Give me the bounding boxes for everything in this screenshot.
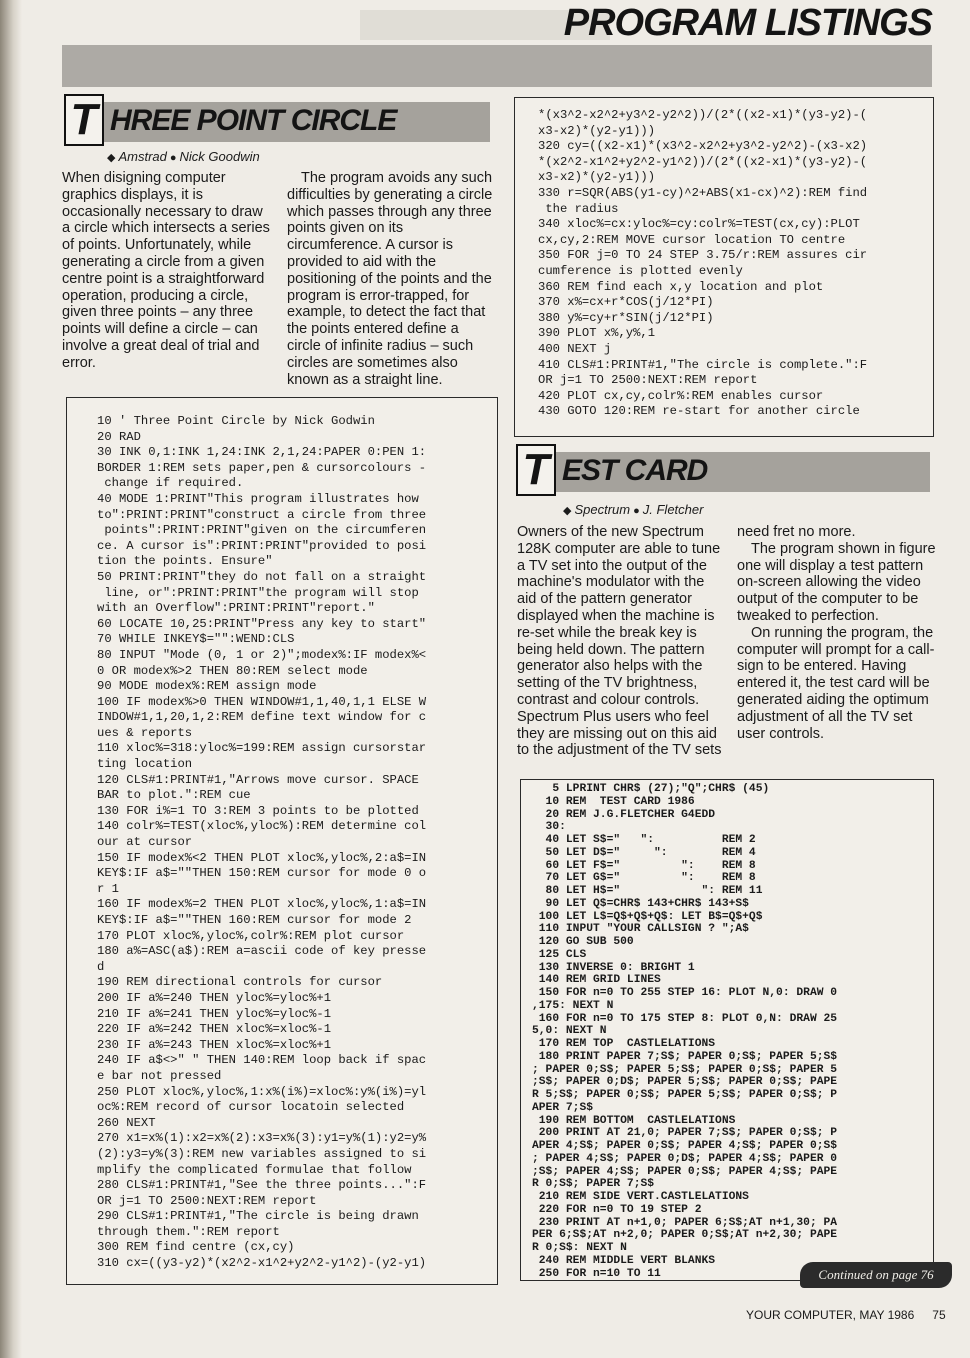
code-line: 180 a%=ASC(a$):REM a=ascii code of key presse [97, 944, 427, 959]
code-line: *(x3^2-x2^2+y3^2-y2^2))/(2*((x2-x1)*(y3-y2)-( [538, 108, 868, 122]
code-line: 200 IF a%=240 THEN yloc%=yloc%+1 [97, 990, 332, 1005]
code-line: tion the points. Ensure" [97, 554, 273, 569]
code-line: ce. A cursor is":PRINT:PRINT"provided to posi [97, 538, 427, 553]
code-line: BORDER 1:REM sets paper,pen & cursorcolours - [97, 460, 427, 475]
code-line: INDOW#1,1,20,1,2:REM define text window for c [97, 710, 427, 725]
code-line: 80 INPUT "Mode (0, 1 or 2)";modex%:IF modex%< [97, 647, 427, 662]
code-line: 120 GO SUB 500 [532, 936, 634, 948]
three-point-circle-initial: T [64, 94, 104, 146]
code-line: KEY$:IF a$=""THEN 160:REM cursor for mode 2 [97, 913, 412, 927]
code-line: 220 FOR n=0 TO 19 STEP 2 [532, 1203, 702, 1216]
code-line: x3-x2)*(y2-y1))) [538, 123, 656, 138]
code-line: 0 OR modex%>2 THEN 80:REM select mode [97, 663, 368, 678]
code-line: 310 cx=((y3-y2)*(x2^2-x1^2+y2^2-y1^2)-(y2-y1) [97, 1256, 427, 1271]
code-line: to":PRINT:PRINT"construct a circle from three [97, 507, 427, 522]
paragraph: The program avoids any such difficulties by generating a circle which passes through any three points given on its circumference. A cursor is provided to aid with the positioning of the points and the program is error-trapped, for example, to detect the fact that the points entered define a circle of infinite radius – such circles are sometimes also known as a straight line. [287, 170, 493, 388]
code-line: 210 REM SIDE VERT.CASTLELATIONS [532, 1191, 749, 1203]
code-line: 110 xloc%=318:yloc%=199:REM assign cursorstar [97, 741, 427, 756]
code-line: 420 PLOT cx,cy,colr%:REM enables cursor [538, 388, 824, 403]
code-line: APER 4;S$; PAPER 0;S$; PAPER 4;S$; PAPER 0;S$ [532, 1140, 838, 1152]
code-line: ; PAPER 4;S$; PAPER 0;D$; PAPER 4;S$; PAPER 0 [532, 1152, 838, 1165]
code-line: 10 REM TEST CARD 1986 [532, 795, 695, 808]
paragraph: On running the program, the computer will prompt for a call-sign to be entered. Having entered it, the test card will be generated aiding the optimum adjustment of all the TV set user controls. [737, 624, 935, 742]
test-card-col2 [737, 524, 937, 742]
code-line: 300 REM find centre (cx,cy) [97, 1240, 295, 1255]
footer-page-number: 75 [932, 1308, 946, 1322]
code-line: R 5;S$; PAPER 0;S$; PAPER 5;S$; PAPER 0;S$; P [532, 1089, 838, 1101]
code-line: points":PRINT:PRINT"given on the circumferen [97, 523, 427, 538]
page-spine [0, 0, 22, 1358]
byline-machine: Amstrad [118, 149, 167, 164]
test-card-initial: T [516, 444, 556, 496]
code-line: (2):y3=y%(3):REM new variables assigned to si [97, 1146, 427, 1161]
code-line: PER 6;S$;AT n+2,0; PAPER 0;S$;AT n+2,30; PAPE [532, 1229, 838, 1242]
code-line: 30: [532, 821, 566, 834]
test-card-byline [560, 502, 703, 517]
code-line: 290 CLS#1:PRINT#1,"The circle is being drawn [97, 1209, 419, 1224]
code-line: 20 REM J.G.FLETCHER G4EDD [532, 808, 716, 821]
code-line: 370 x%=cx+r*COS(j/12*PI) [538, 295, 714, 310]
test-card-listing [532, 783, 837, 1280]
code-line: 150 IF modex%<2 THEN PLOT xloc%,yloc%,2:a$=IN [97, 850, 427, 865]
code-line: cumference is plotted evenly [538, 263, 743, 278]
code-line: 190 REM BOTTOM CASTLELATIONS [532, 1114, 736, 1127]
header-bar [62, 45, 932, 87]
code-line: 70 WHILE INKEY$="":WEND:CLS [97, 632, 295, 647]
code-line: 125 CLS [532, 948, 587, 961]
code-line: 390 PLOT x%,y%,1 [538, 326, 656, 341]
code-line: 140 REM GRID LINES [532, 974, 661, 987]
code-line: r 1 [97, 881, 119, 896]
continued-on-page-badge: Continued on page 76 [800, 1262, 952, 1288]
code-line: 260 NEXT [97, 1115, 156, 1130]
code-line: 240 REM MIDDLE VERT BLANKS [532, 1254, 716, 1267]
three-point-circle-byline [104, 149, 260, 164]
code-line: d [97, 959, 105, 974]
code-line: 200 PRINT AT 21,0; PAPER 7;S$; PAPER 0;S$; P [532, 1127, 838, 1140]
code-line: APER 7;S$ [532, 1101, 594, 1114]
paragraph: Owners of the new Spectrum 128K computer are able to tune a TV set into the output of the machine's modulator with the aid of the pattern generator displayed when the machine is re-set while the break key is being held down. The pattern generator also helps with the setting of the TV brightness, contrast and colour controls. Spectrum Plus users who feel they are missing out on this aid to the adjustment of the TV sets [517, 524, 722, 759]
code-line: ,175: NEXT N [532, 999, 614, 1012]
page-footer [746, 1308, 946, 1322]
code-line: change if required. [97, 476, 244, 491]
code-line: x3-x2)*(y2-y1))) [538, 170, 656, 185]
code-line: 320 cy=((x2-x1)*(x3^2-x2^2+y3^2-y2^2)-(x3-x2) [538, 139, 868, 154]
code-line: 230 PRINT AT n+1,0; PAPER 6;S$;AT n+1,30; PA [532, 1216, 838, 1229]
three-point-circle-col2 [287, 170, 495, 388]
code-line: 190 REM directional controls for cursor [97, 975, 383, 990]
code-line: 10 ' Three Point Circle by Nick Godwin [97, 414, 375, 428]
code-line: 170 PLOT xloc%,yloc%,colr%:REM plot cursor [97, 928, 405, 943]
three-point-circle-col1 [62, 170, 274, 372]
code-line: ;S$; PAPER 0;D$; PAPER 5;S$; PAPER 0;S$; PAPE [532, 1076, 838, 1089]
code-line: 130 FOR i%=1 TO 3:REM 3 points to be plotted [97, 803, 419, 818]
byline-author: J. Fletcher [642, 502, 704, 517]
code-line: 270 x1=x%(1):x2=x%(2):x3=x%(3):y1=y%(1):y2=y% [97, 1131, 427, 1146]
code-line: 150 FOR n=0 TO 255 STEP 16: PLOT N,0: DRAW 0 [532, 987, 838, 999]
code-line: 280 CLS#1:PRINT#1,"See the three points...":F [97, 1178, 427, 1193]
code-line: BAR to plot.":REM cue [97, 788, 251, 803]
code-line: 330 r=SQR(ABS(y1-cy)^2+ABS(x1-cx)^2):REM find [538, 185, 868, 200]
code-line: 220 IF a%=242 THEN xloc%=xloc%-1 [97, 1022, 332, 1037]
code-line: 100 IF modex%>0 THEN WINDOW#1,1,40,1,1 ELSE W [97, 694, 427, 709]
code-line: ;S$; PAPER 4;S$; PAPER 0;S$; PAPER 4;S$; PAPE [532, 1165, 838, 1178]
test-card-heading [520, 445, 930, 494]
code-line: cx,cy,2:REM MOVE cursor location TO centre [538, 232, 846, 247]
code-line: 70 LET G$=" ": REM 8 [532, 872, 756, 885]
code-line: R 0;S$: NEXT N [532, 1242, 627, 1254]
code-line: 250 FOR n=10 TO 11 [532, 1267, 661, 1280]
code-line: e bar not pressed [97, 1068, 222, 1083]
code-line: 180 PRINT PAPER 7;S$; PAPER 0;S$; PAPER 5;S$ [532, 1050, 838, 1063]
three-point-circle-listing-part2 [538, 108, 867, 420]
byline-machine: Spectrum [574, 502, 631, 517]
code-line: 400 NEXT j [538, 341, 612, 356]
code-line: 50 LET D$=" ": REM 4 [532, 846, 756, 859]
code-line: 80 LET H$=" ": REM 11 [532, 885, 763, 897]
paragraph: When disigning computer graphics displays, it is occasionally necessary to draw a circle which intersects a series of points. Unfortunately, while generating a circle from a given centre point is a straightforward operation, producing a circle, given three points – any three points will define a circle – can involve a great deal of trial and error. [62, 170, 270, 371]
code-line: ; PAPER 0;S$; PAPER 5;S$; PAPER 0;S$; PAPER 5 [532, 1063, 838, 1076]
bullet-icon: ● [633, 505, 640, 517]
code-line: ues & reports [97, 725, 193, 740]
code-line: 130 INVERSE 0: BRIGHT 1 [532, 961, 695, 974]
code-line: 250 PLOT xloc%,yloc%,1:x%(i%)=xloc%:y%(i%)=yl [97, 1084, 427, 1099]
code-line: 380 y%=cy+r*SIN(j/12*PI) [538, 310, 714, 325]
bullet-icon: ● [169, 152, 177, 164]
code-line: our at cursor [97, 835, 193, 850]
code-line: through them.":REM report [97, 1224, 280, 1239]
code-line: OR j=1 TO 2500:NEXT:REM report [97, 1193, 317, 1208]
code-line: 410 CLS#1:PRINT#1,"The circle is complete.":F [538, 357, 868, 372]
test-card-title: EST CARD [562, 454, 708, 487]
page-title: PROGRAM LISTINGS [563, 2, 932, 44]
paragraph: The program shown in figure one will display a test pattern on-screen allowing the video output of the computer to be tweaked to perfection. [737, 540, 936, 624]
code-line: 5 LPRINT CHR$ (27);"Q";CHR$ (45) [532, 783, 770, 795]
code-line: *(x2^2-x1^2+y2^2-y1^2))/(2*((x2-x1)*(y3-y2)-( [538, 154, 868, 169]
code-line: OR j=1 TO 2500:NEXT:REM report [538, 373, 758, 388]
code-line: 240 IF a$<>" " THEN 140:REM loop back if spac [97, 1053, 427, 1068]
test-card-col1 [517, 524, 725, 759]
diamond-icon: ◆ [107, 152, 116, 164]
code-line: 40 LET S$=" ": REM 2 [532, 834, 756, 846]
footer-magazine: YOUR COMPUTER, MAY 1986 [746, 1308, 915, 1322]
code-line: 120 CLS#1:PRINT#1,"Arrows move cursor. SPACE [97, 772, 419, 787]
three-point-circle-title: HREE POINT CIRCLE [110, 104, 397, 137]
code-line: 140 colr%=TEST(xloc%,yloc%):REM determine col [97, 819, 427, 834]
code-line: 160 FOR n=0 TO 175 STEP 8: PLOT 0,N: DRAW 25 [532, 1012, 838, 1025]
code-line: 30 INK 0,1:INK 1,24:INK 2,1,24:PAPER 0:PEN 1: [97, 445, 427, 460]
code-line: with an Overflow":PRINT:PRINT"report." [97, 601, 375, 616]
code-line: oc%:REM record of cursor locatoin selected [97, 1100, 405, 1115]
code-line: 90 MODE modex%:REM assign mode [97, 679, 317, 694]
code-line: R 0;S$; PAPER 7;S$ [532, 1178, 655, 1191]
code-line: 50 PRINT:PRINT"they do not fall on a straight [97, 569, 427, 584]
code-line: 60 LOCATE 10,25:PRINT"Press any key to start" [97, 616, 427, 631]
code-line: 100 LET L$=Q$+Q$+Q$: LET B$=Q$+Q$ [532, 910, 763, 923]
code-line: line, or":PRINT:PRINT"the program will stop [97, 585, 419, 600]
code-line: 210 IF a%=241 THEN yloc%=yloc%-1 [97, 1006, 332, 1021]
code-line: 20 RAD [97, 429, 141, 444]
code-line: KEY$:IF a$=""THEN 150:REM cursor for mode 0 o [97, 866, 427, 881]
code-line: ting location [97, 757, 193, 772]
code-line: 350 FOR j=0 TO 24 STEP 3.75/r:REM assures cir [538, 248, 868, 263]
diamond-icon: ◆ [563, 505, 572, 517]
three-point-circle-listing-part1 [97, 414, 426, 1272]
code-line: 430 GOTO 120:REM re-start for another circle [538, 404, 860, 419]
code-line: mplify the complicated formulae that follow [97, 1162, 412, 1177]
code-line: 360 REM find each x,y location and plot [538, 279, 824, 294]
code-line: 40 MODE 1:PRINT"This program illustrates how [97, 491, 419, 506]
code-line: 230 IF a%=243 THEN xloc%=xloc%+1 [97, 1037, 332, 1052]
three-point-circle-heading [68, 95, 490, 144]
code-line: 160 IF modex%=2 THEN PLOT xloc%,yloc%,1:a$=IN [97, 897, 427, 912]
byline-author: Nick Goodwin [179, 149, 260, 164]
code-line: 340 xloc%=cx:yloc%=cy:colr%=TEST(cx,cy):PLOT [538, 217, 860, 232]
paragraph: need fret no more. [737, 524, 856, 540]
code-line: the radius [538, 201, 619, 216]
code-line: 5,0: NEXT N [532, 1025, 607, 1038]
code-line: 60 LET F$=" ": REM 8 [532, 859, 756, 872]
code-line: 170 REM TOP CASTLELATIONS [532, 1038, 716, 1050]
code-line: 90 LET Q$=CHR$ 143+CHR$ 143+S$ [532, 897, 749, 910]
code-line: 110 INPUT "YOUR CALLSIGN ? ";A$ [532, 923, 749, 936]
